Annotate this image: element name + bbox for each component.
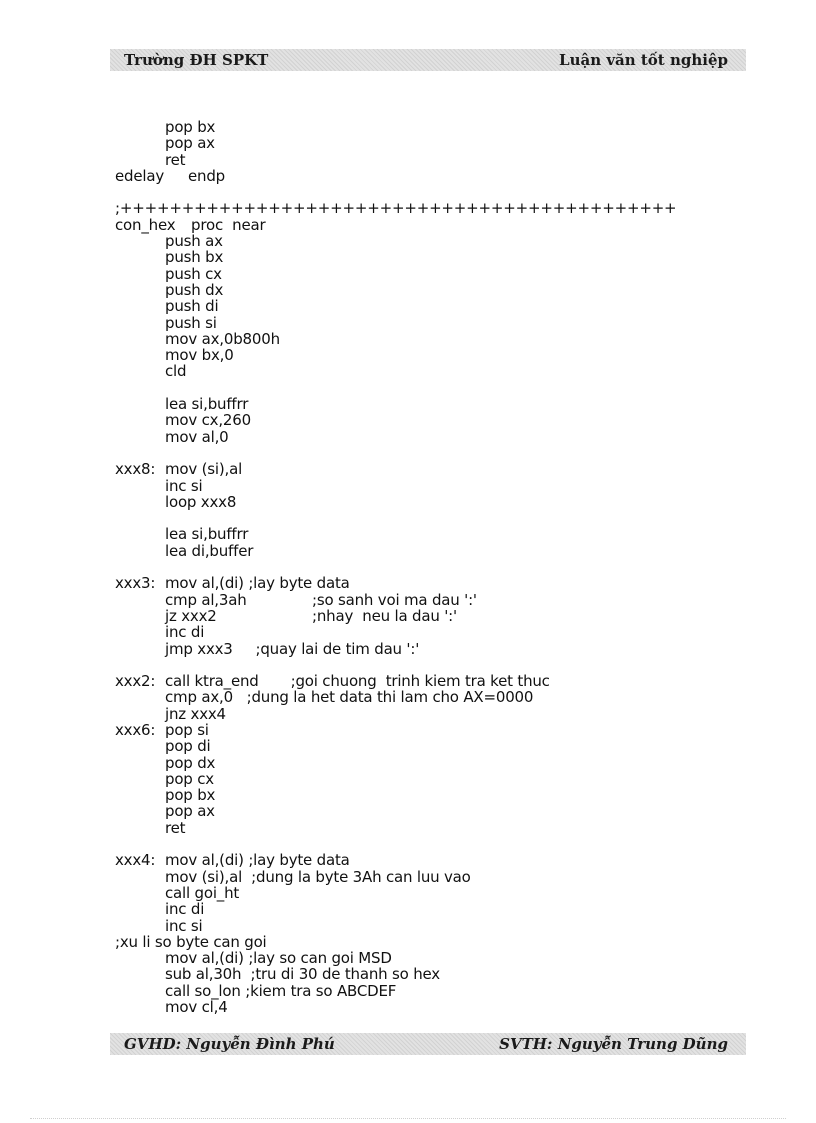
code-instruction: mov al,0 — [165, 427, 229, 446]
code-line — [115, 592, 735, 608]
code-instruction: call goi_ht — [165, 883, 240, 902]
code-line — [115, 950, 735, 966]
code-line — [115, 624, 735, 640]
code-line — [115, 445, 735, 461]
code-line — [115, 787, 735, 803]
code-line — [115, 999, 735, 1015]
code-line — [115, 869, 735, 885]
code-line — [115, 429, 735, 445]
code-listing — [115, 119, 735, 1015]
page-footer — [110, 1033, 746, 1055]
code-line — [115, 543, 735, 559]
code-instruction: jz xxx2 — [165, 606, 217, 625]
code-line — [115, 673, 735, 689]
code-line — [115, 657, 735, 673]
code-instruction: cld — [165, 362, 187, 381]
code-line — [115, 983, 735, 999]
code-instruction: push dx — [165, 280, 224, 299]
code-line — [115, 689, 735, 705]
code-instruction: mov cx,260 — [165, 411, 251, 430]
code-line — [115, 852, 735, 868]
code-instruction: mov al,(di) ;lay byte data — [165, 851, 350, 870]
code-line — [115, 478, 735, 494]
code-instruction: inc di — [165, 623, 205, 642]
code-label: xxx4: — [115, 851, 156, 870]
code-label: xxx6: — [115, 720, 156, 739]
code-instruction: pop cx — [165, 769, 214, 788]
code-line — [115, 803, 735, 819]
code-instruction: mov al,(di) ;lay so can goi MSD — [165, 949, 392, 968]
code-instruction: proc near — [168, 215, 266, 234]
code-line — [115, 755, 735, 771]
header-school: Trường ĐH SPKT — [124, 51, 269, 69]
code-instruction: mov (si),al — [165, 460, 243, 479]
code-line — [115, 135, 735, 151]
code-line — [115, 233, 735, 249]
code-line — [115, 918, 735, 934]
code-instruction: loop xxx8 — [165, 492, 237, 511]
code-line — [115, 722, 735, 738]
code-line — [115, 885, 735, 901]
code-instruction: inc di — [165, 900, 205, 919]
code-instruction: push cx — [165, 264, 222, 283]
code-label: ;+++++++++++++++++++++++++++++++++++++++++++++ — [115, 199, 677, 218]
code-instruction: push di — [165, 297, 219, 316]
code-instruction: inc si — [165, 916, 203, 935]
code-instruction: ret — [165, 818, 186, 837]
code-instruction: inc si — [165, 476, 203, 495]
code-instruction: mov bx,0 — [165, 346, 234, 365]
code-label: edelay — [115, 166, 165, 185]
code-line — [115, 706, 735, 722]
code-line — [115, 559, 735, 575]
code-line — [115, 461, 735, 477]
code-line — [115, 168, 735, 184]
code-instruction: pop ax — [165, 802, 215, 821]
footer-student: SVTH: Nguyễn Trung Dũng — [499, 1035, 728, 1053]
code-line — [115, 331, 735, 347]
code-instruction: jmp xxx3 ;quay lai de tim dau ':' — [165, 639, 420, 658]
code-line — [115, 266, 735, 282]
code-line — [115, 315, 735, 331]
code-line — [115, 380, 735, 396]
code-instruction: mov cl,4 — [165, 998, 228, 1017]
code-line — [115, 200, 735, 216]
code-instruction: cmp ax,0 ;dung la het data thi lam cho AX=0000 — [165, 688, 534, 707]
code-line — [115, 119, 735, 135]
header-title: Luận văn tốt nghiệp — [559, 51, 728, 69]
code-instruction: lea si,buffrr — [165, 525, 249, 544]
code-line — [115, 217, 735, 233]
code-instruction: mov ax,0b800h — [165, 329, 280, 348]
code-label: xxx8: — [115, 460, 156, 479]
code-line — [115, 184, 735, 200]
code-line — [115, 152, 735, 168]
code-line — [115, 298, 735, 314]
code-line — [115, 608, 735, 624]
code-line — [115, 771, 735, 787]
code-instruction: lea di,buffer — [165, 541, 254, 560]
code-line — [115, 249, 735, 265]
code-instruction: jnz xxx4 — [165, 704, 226, 723]
code-line — [115, 494, 735, 510]
code-instruction: push bx — [165, 248, 224, 267]
code-line — [115, 966, 735, 982]
code-instruction: push ax — [165, 232, 223, 251]
code-line — [115, 282, 735, 298]
code-line — [115, 510, 735, 526]
code-instruction: pop ax — [165, 134, 215, 153]
code-instruction: mov al,(di) ;lay byte data — [165, 574, 350, 593]
page-header — [110, 49, 746, 71]
code-line — [115, 820, 735, 836]
code-label: ;xu li so byte can goi — [115, 932, 267, 951]
code-instruction: call ktra_end ;goi chuong trinh kiem tra ket thuc — [165, 672, 550, 691]
code-instruction: pop bx — [165, 786, 216, 805]
code-instruction: call so_lon ;kiem tra so ABCDEF — [165, 981, 397, 1000]
code-label: con_hex — [115, 215, 176, 234]
code-comment: ;nhay neu la dau ':' — [312, 606, 457, 625]
code-instruction: pop bx — [165, 118, 216, 136]
code-line — [115, 934, 735, 950]
code-line — [115, 641, 735, 657]
code-line — [115, 575, 735, 591]
page-edge-divider — [30, 1118, 786, 1119]
code-line — [115, 738, 735, 754]
code-instruction: pop di — [165, 737, 211, 756]
code-line — [115, 396, 735, 412]
code-line — [115, 412, 735, 428]
code-line — [115, 347, 735, 363]
code-instruction: ret — [165, 150, 186, 169]
code-label: xxx3: — [115, 574, 156, 593]
code-comment: ;so sanh voi ma dau ':' — [312, 590, 477, 609]
code-instruction: sub al,30h ;tru di 30 de thanh so hex — [165, 965, 440, 984]
code-line — [115, 836, 735, 852]
code-line — [115, 363, 735, 379]
code-instruction: push si — [165, 313, 217, 332]
code-instruction: mov (si),al ;dung la byte 3Ah can luu vao — [165, 867, 471, 886]
code-instruction: pop si — [165, 720, 209, 739]
code-instruction: cmp al,3ah — [165, 590, 247, 609]
code-line — [115, 526, 735, 542]
code-instruction: lea si,buffrr — [165, 395, 249, 414]
code-instruction: endp — [160, 166, 225, 185]
code-label: xxx2: — [115, 672, 156, 691]
code-instruction: pop dx — [165, 753, 216, 772]
footer-advisor: GVHD: Nguyễn Đình Phú — [124, 1035, 335, 1053]
code-line — [115, 901, 735, 917]
